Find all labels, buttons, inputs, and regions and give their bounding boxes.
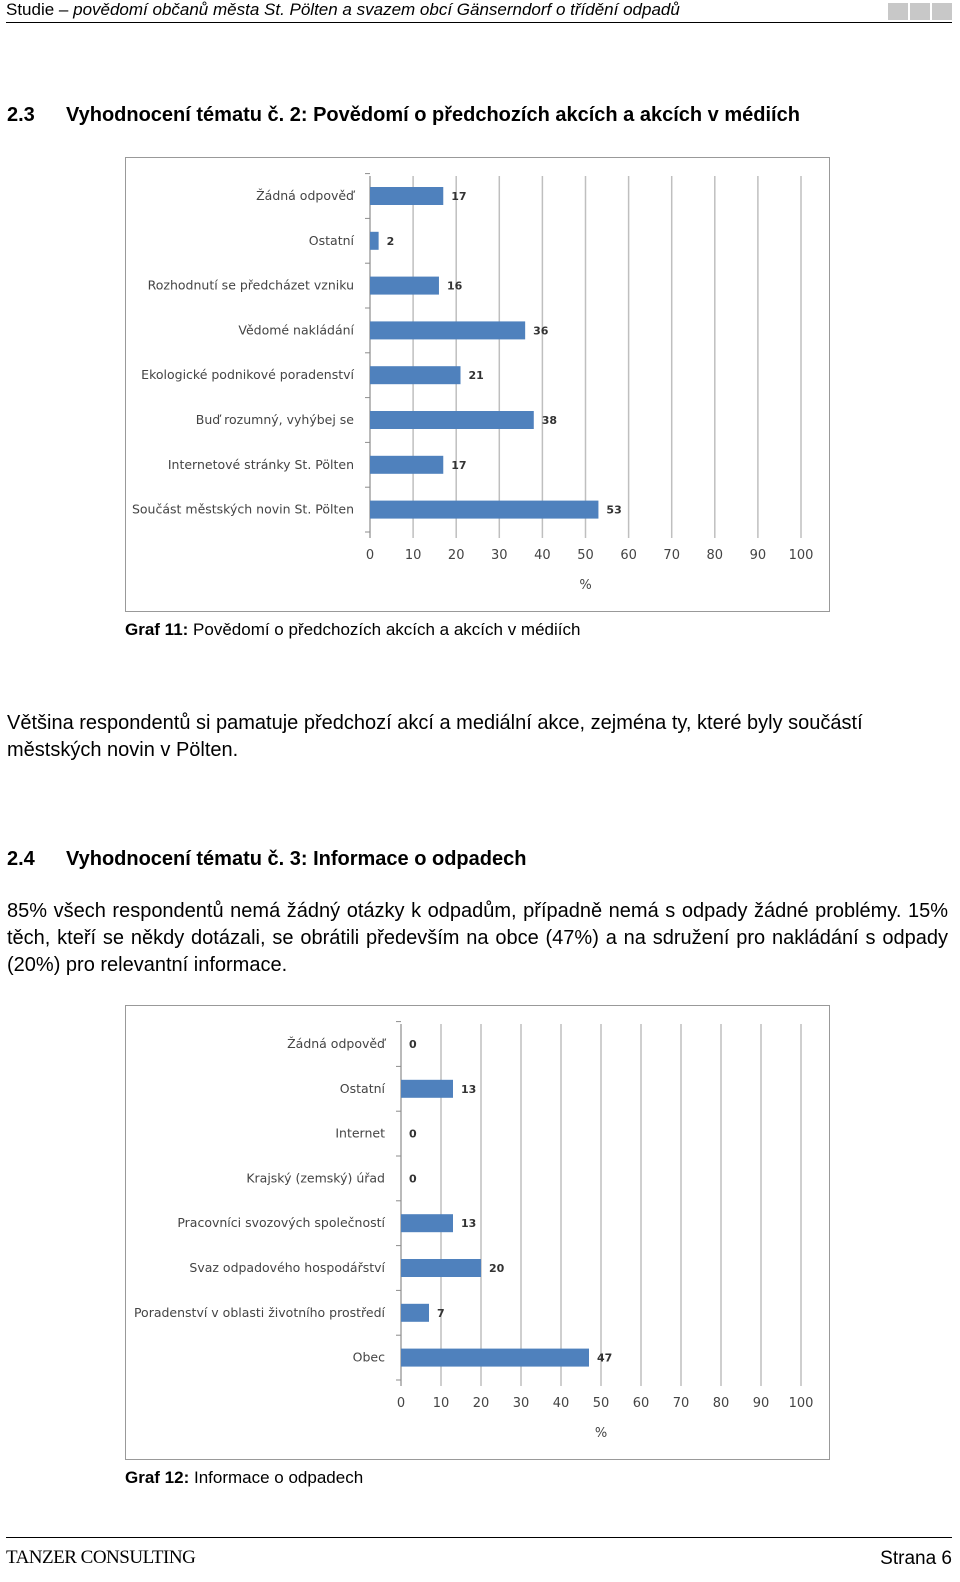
- category-label: Internet: [335, 1125, 385, 1141]
- data-label: 38: [541, 414, 558, 427]
- header-box: [888, 3, 908, 20]
- data-label: 0: [409, 1172, 417, 1186]
- data-label: 13: [461, 1217, 477, 1231]
- chart-11: [126, 158, 829, 611]
- bar: [370, 501, 598, 519]
- x-tick-label: 0: [365, 548, 375, 563]
- chart-12-caption: [125, 1468, 363, 1488]
- x-tick-label: 90: [749, 548, 767, 563]
- category-label: Krajský (zemský) úřad: [246, 1170, 385, 1186]
- caption-label: Graf 11:: [125, 620, 189, 639]
- section-heading-2-4: [7, 848, 526, 871]
- bar: [370, 277, 439, 295]
- x-tick-label: 30: [512, 1396, 530, 1411]
- category-label: Poradenství v oblasti životního prostředí: [133, 1304, 385, 1320]
- paragraph-1: Většina respondentů si pamatuje předchozí akcí a mediální akce, zejména ty, které byly součástí městských novin v Pölten.: [7, 712, 863, 761]
- category-label: Žádná odpověď: [287, 1036, 385, 1051]
- section-title: Vyhodnocení tématu č. 2: Povědomí o předchozích akcích a akcích v médiích: [66, 104, 800, 126]
- x-tick-label: 10: [432, 1396, 450, 1411]
- category-label: Rozhodnutí se předcházet vzniku: [147, 277, 354, 293]
- bar: [370, 232, 379, 250]
- x-tick-label: 40: [552, 1396, 570, 1411]
- section-heading-2-3: [7, 104, 800, 127]
- data-label: 17: [451, 190, 467, 203]
- data-label: 47: [597, 1351, 613, 1365]
- category-label: Obec: [352, 1349, 385, 1365]
- bar: [401, 1259, 481, 1277]
- x-tick-label: 0: [396, 1396, 406, 1411]
- data-label: 13: [461, 1082, 477, 1096]
- category-label: Vědomé nakládání: [238, 322, 354, 338]
- header-decoration: [888, 3, 952, 20]
- section-number: 2.3: [7, 104, 35, 126]
- category-label: Součást městských novin St. Pölten: [131, 501, 354, 517]
- x-axis-label: %: [594, 1426, 608, 1441]
- x-tick-label: 10: [404, 548, 422, 563]
- header-title: povědomí občanů města St. Pölten a svazem obcí Gänserndorf o třídění odpadů: [73, 0, 680, 19]
- category-label: Ekologické podnikové poradenství: [141, 367, 354, 383]
- category-label: Ostatní: [308, 232, 354, 248]
- x-tick-label: 80: [706, 548, 724, 563]
- paragraph-2: 85% všech respondentů nemá žádný otázky k odpadům, případně nemá s odpady žádné problémy. 15% těch, kteří se někdy dotázali, se obrátili především na obce (47%) a na sdružení pro nakládání s odpady (20%) pro relevantní informace.: [7, 900, 948, 976]
- chart-12-frame: [125, 1005, 830, 1460]
- data-label: 2: [386, 234, 395, 248]
- bar: [401, 1349, 589, 1367]
- data-label: 20: [489, 1262, 505, 1275]
- data-label: 0: [409, 1038, 417, 1051]
- chart-11-caption: [125, 620, 580, 640]
- bar: [401, 1304, 429, 1322]
- caption-text: Povědomí o předchozích akcích a akcích v médiích: [188, 620, 581, 639]
- page-footer: [6, 1537, 952, 1582]
- bar: [370, 321, 525, 339]
- data-label: 53: [606, 503, 622, 517]
- x-tick-label: 60: [620, 548, 637, 563]
- chart-12: [126, 1006, 829, 1459]
- data-label: 7: [437, 1306, 445, 1320]
- data-label: 16: [446, 279, 463, 293]
- data-label: 21: [468, 369, 484, 383]
- category-label: Pracovníci svozových společností: [177, 1215, 385, 1231]
- x-axis-label: %: [579, 578, 592, 593]
- caption-label: Graf 12:: [125, 1468, 190, 1487]
- caption-text: Informace o odpadech: [189, 1468, 364, 1487]
- section-number: 2.4: [7, 848, 35, 870]
- data-label: 36: [533, 324, 549, 338]
- x-tick-label: 100: [788, 548, 814, 563]
- category-label: Žádná odpověď: [256, 188, 354, 203]
- x-tick-label: 20: [472, 1396, 490, 1411]
- x-tick-label: 70: [672, 1396, 690, 1411]
- header-prefix: Studie –: [6, 0, 74, 19]
- x-tick-label: 50: [577, 548, 594, 563]
- x-tick-label: 60: [632, 1396, 650, 1411]
- header-box: [910, 3, 930, 20]
- bar: [401, 1080, 453, 1098]
- x-tick-label: 40: [534, 548, 551, 563]
- x-tick-label: 30: [491, 548, 508, 563]
- bar: [401, 1214, 453, 1232]
- chart-11-frame: [125, 157, 830, 612]
- company-logo: TANZER CONSULTING: [6, 1547, 196, 1568]
- bar: [370, 456, 443, 474]
- category-label: Internetové stránky St. Pölten: [167, 456, 354, 472]
- bar: [370, 411, 534, 429]
- x-tick-label: 80: [712, 1396, 730, 1411]
- data-label: 17: [451, 458, 467, 472]
- x-tick-label: 70: [663, 548, 680, 563]
- header-box: [932, 3, 952, 20]
- x-tick-label: 50: [592, 1396, 610, 1411]
- category-label: Ostatní: [339, 1080, 385, 1096]
- data-label: 0: [409, 1127, 417, 1141]
- section-title: Vyhodnocení tématu č. 3: Informace o odpadech: [66, 848, 527, 870]
- category-label: Svaz odpadového hospodářství: [189, 1260, 385, 1275]
- bar: [370, 187, 443, 205]
- category-label: Buď rozumný, vyhýbej se: [195, 412, 354, 427]
- bar: [370, 366, 461, 384]
- x-tick-label: 100: [788, 1396, 814, 1411]
- page-header: [6, 0, 952, 23]
- x-tick-label: 20: [447, 548, 465, 563]
- x-tick-label: 90: [752, 1396, 770, 1411]
- page-number: Strana 6: [880, 1548, 952, 1569]
- header-text: [6, 0, 680, 20]
